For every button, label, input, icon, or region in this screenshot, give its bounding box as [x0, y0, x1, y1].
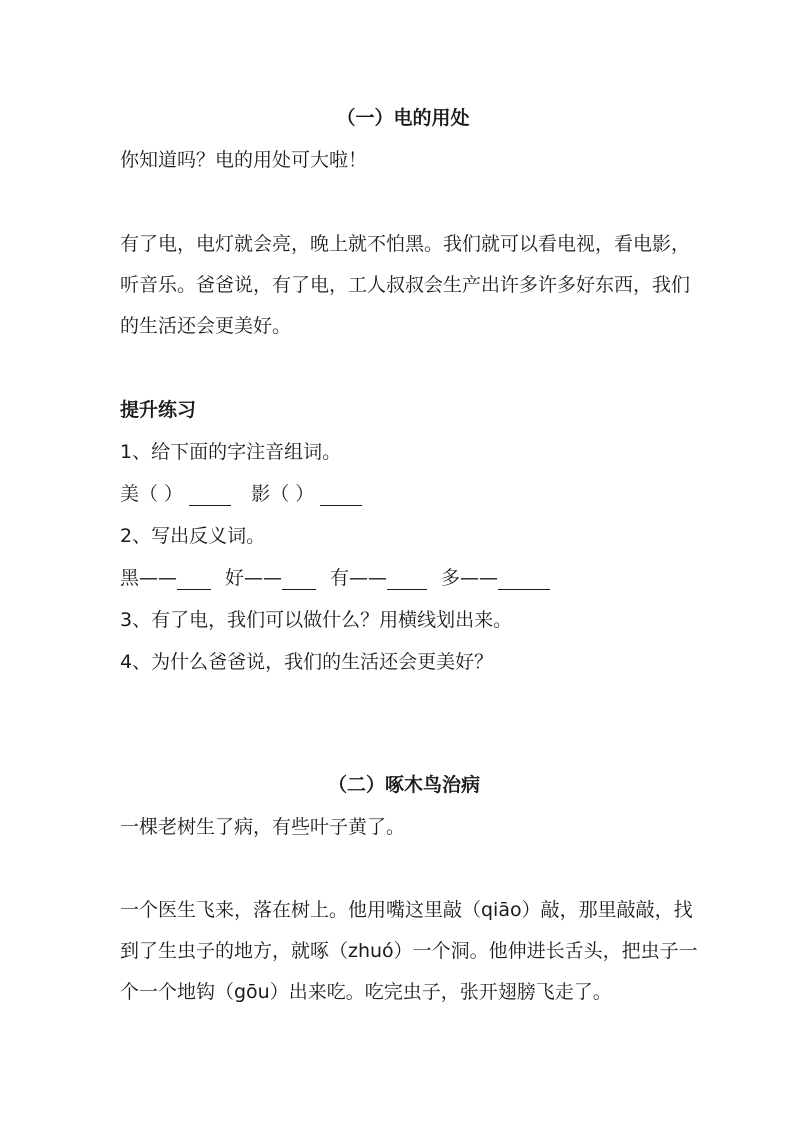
- q1-paren-2: （ ）: [270, 483, 315, 505]
- question-2: 2、写出反义词。: [120, 525, 266, 547]
- q2-answer-blank-1[interactable]: [177, 569, 211, 590]
- section-1-intro: 你知道吗？电的用处可大啦！: [120, 149, 368, 171]
- q1-answer-blank-1[interactable]: [189, 485, 231, 506]
- q2-item-3: 有——: [330, 567, 388, 589]
- exercise-heading: 提升练习: [120, 399, 197, 421]
- q1-answer-blank-2[interactable]: [320, 485, 362, 506]
- question-1-answers: [120, 482, 362, 506]
- section-2-intro: 一棵老树生了病，有些叶子黄了。: [120, 816, 406, 838]
- section-1-title: （一）电的用处: [336, 107, 470, 129]
- section-2-para-line-3: 个一个地钩（gōu）出来吃。吃完虫子，张开翅膀飞走了。: [120, 981, 612, 1003]
- q2-item-1: 黑——: [120, 567, 178, 589]
- section-2-para-line-2: 到了生虫子的地方，就啄（zhuó）一个洞。他伸进长舌头，把虫子一: [120, 940, 698, 962]
- question-4: 4、为什么爸爸说，我们的生活还会更美好？: [120, 651, 494, 673]
- q1-char-1: 美: [120, 483, 140, 505]
- question-1: 1、给下面的字注音组词。: [120, 441, 342, 463]
- q2-item-2: 好——: [225, 567, 283, 589]
- q2-item-4: 多——: [441, 567, 499, 589]
- q2-answer-blank-2[interactable]: [282, 569, 316, 590]
- section-1-para-line-2: 听音乐。爸爸说，有了电，工人叔叔会生产出许多许多好东西，我们: [120, 274, 691, 296]
- section-1-para-line-3: 的生活还会更美好。: [120, 315, 292, 337]
- question-2-answers: [120, 566, 550, 590]
- section-1-para-line-1: 有了电，电灯就会亮，晚上就不怕黑。我们就可以看电视，看电影，: [120, 233, 691, 255]
- q2-answer-blank-3[interactable]: [387, 569, 427, 590]
- section-2-title: （二）啄木鸟治病: [327, 774, 480, 796]
- q1-paren-1: （ ）: [139, 483, 184, 505]
- q2-answer-blank-4[interactable]: [498, 569, 550, 590]
- q1-char-2: 影: [251, 483, 271, 505]
- question-3: 3、有了电，我们可以做什么？用横线划出来。: [120, 609, 513, 631]
- section-2-para-line-1: 一个医生飞来，落在树上。他用嘴这里敲（qiāo）敲，那里敲敲，找: [120, 899, 693, 921]
